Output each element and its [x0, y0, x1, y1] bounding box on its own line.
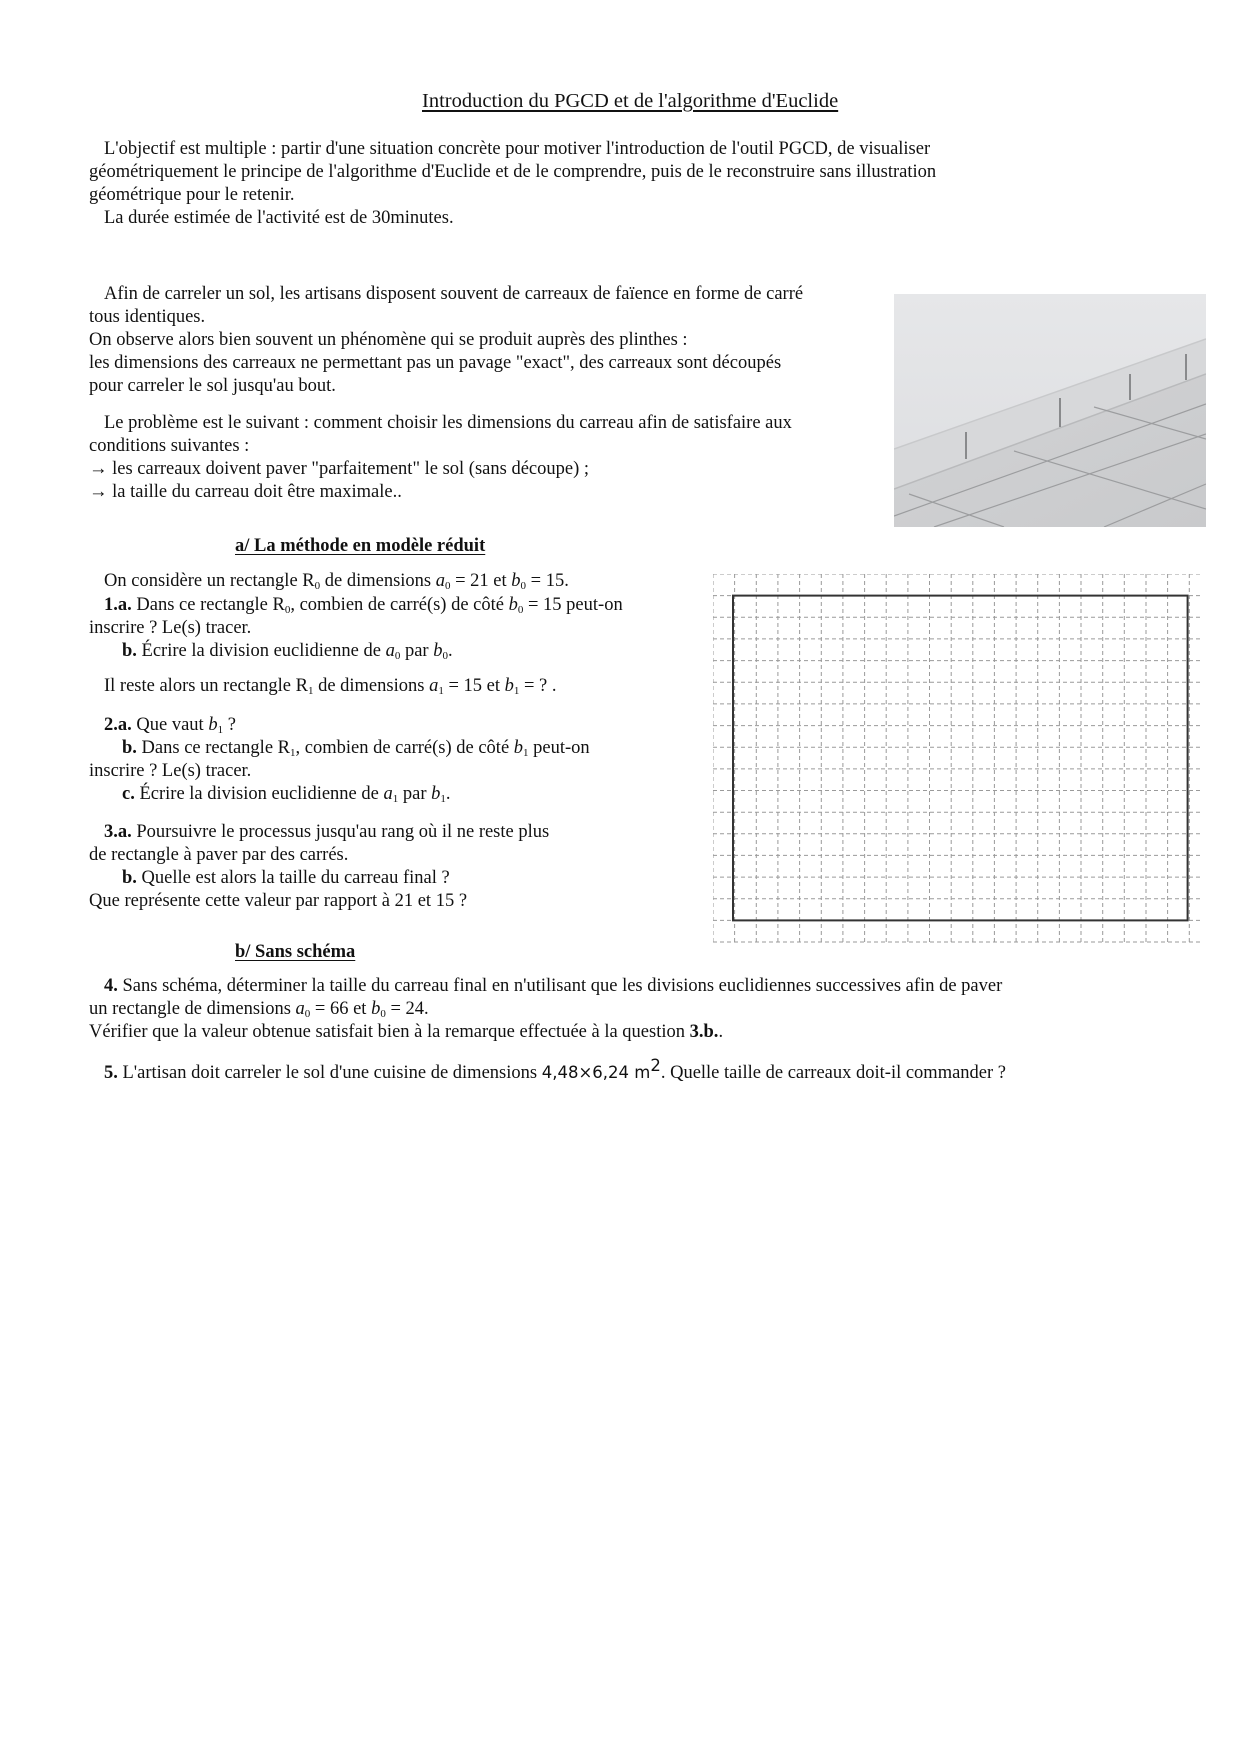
variable: a — [295, 999, 305, 1019]
subscript: 1 — [392, 793, 399, 805]
variable: b — [511, 571, 521, 591]
subscript: 1 — [438, 685, 444, 697]
intro-line: géométrique pour le retenir. — [89, 185, 295, 205]
text: Quelle est alors la taille du carreau final ? — [136, 868, 450, 888]
question-2a — [104, 714, 236, 737]
text: On considère un rectangle R — [104, 571, 315, 591]
text: Vérifier que la valeur obtenue satisfait bien à la remarque effectuée à la question — [89, 1022, 690, 1042]
question-4-verify — [89, 1021, 723, 1044]
text: un rectangle de dimensions — [89, 999, 296, 1019]
subscript: 1 — [217, 724, 224, 736]
question-number: 5. — [104, 1063, 118, 1083]
text: Dans ce rectangle R — [136, 738, 290, 758]
question-3b-cont: Que représente cette valeur par rapport à 21 et 15 ? — [89, 891, 468, 911]
subscript: 0 — [445, 580, 451, 592]
text: , combien de carré(s) de côté — [295, 738, 514, 758]
question-1b — [122, 640, 453, 663]
grid-paper-icon — [713, 574, 1200, 943]
question-1a-cont: inscrire ? Le(s) tracer. — [89, 618, 252, 638]
text: . Quelle taille de carreaux doit-il commander ? — [660, 1063, 1007, 1083]
problem-condition: → la taille du carreau doit être maximale.. — [89, 482, 402, 502]
question-2c — [122, 783, 450, 806]
question-number: 1.a. — [104, 595, 132, 615]
question-number: 3.a. — [104, 822, 132, 842]
variable: b — [431, 784, 441, 804]
text: ? — [223, 715, 236, 735]
text: = 24. — [385, 999, 429, 1019]
question-number: b. — [122, 868, 137, 888]
variable: b — [504, 676, 514, 696]
square-grid-workspace — [713, 574, 1200, 943]
text: par — [398, 784, 432, 804]
question-1a — [104, 594, 623, 617]
context-line: les dimensions des carreaux ne permettant pas un pavage "exact", des carreaux sont découpés — [89, 353, 782, 373]
text: Poursuivre le processus jusqu'au rang où il ne reste plus — [131, 822, 550, 842]
question-number: b. — [122, 738, 137, 758]
question-3a-cont: de rectangle à paver par des carrés. — [89, 845, 349, 865]
variable: a — [385, 641, 395, 661]
text: = 15. — [526, 571, 569, 591]
variable: a — [435, 571, 445, 591]
text: = 21 et — [450, 571, 512, 591]
variable: a — [429, 676, 439, 696]
intro-line: géométriquement le principe de l'algorithme d'Euclide et de le comprendre, puis de le reconstruire sans illustration — [89, 162, 937, 182]
variable: b — [508, 595, 518, 615]
subscript: 0 — [442, 650, 448, 662]
question-reference: 3.b. — [689, 1022, 719, 1042]
question-number: 4. — [104, 976, 118, 996]
context-line: pour carreler le sol jusqu'au bout. — [89, 376, 336, 396]
question-number: b. — [122, 641, 137, 661]
text: . — [445, 784, 451, 804]
text: = 15 et — [443, 676, 505, 696]
subscript: 0 — [284, 604, 291, 616]
question-3b — [122, 867, 450, 890]
question-2b-cont: inscrire ? Le(s) tracer. — [89, 761, 252, 781]
context-line: Afin de carreler un sol, les artisans disposent souvent de carreaux de faïence en forme de carré — [104, 284, 804, 304]
subscript: 1 — [440, 793, 446, 805]
text: Écrire la division euclidienne de — [136, 641, 386, 661]
variable: b — [371, 999, 381, 1019]
section-b-heading: b/ Sans schéma — [235, 942, 356, 962]
problem-condition: → les carreaux doivent paver "parfaitement" le sol (sans découpe) ; — [89, 459, 590, 479]
text: . — [447, 641, 453, 661]
consider-statement — [104, 570, 569, 593]
text: Il reste alors un rectangle R — [104, 676, 308, 696]
context-line: tous identiques. — [89, 307, 206, 327]
text: = 66 et — [310, 999, 372, 1019]
superscript: 2 — [650, 1056, 661, 1075]
tiled-floor-photo-icon — [894, 294, 1206, 527]
subscript: 1 — [307, 685, 314, 697]
text: par — [400, 641, 434, 661]
subscript: 0 — [520, 580, 527, 592]
intro-duration: La durée estimée de l'activité est de 30minutes. — [104, 208, 454, 228]
subscript: 0 — [517, 604, 524, 616]
question-2b — [122, 737, 590, 760]
subscript: 0 — [394, 650, 401, 662]
text: de dimensions — [313, 676, 430, 696]
question-3a — [104, 821, 549, 844]
text: . — [718, 1022, 724, 1042]
subscript: 0 — [304, 1008, 311, 1020]
variable: b — [433, 641, 443, 661]
text: = ? . — [519, 676, 557, 696]
variable: b — [208, 715, 218, 735]
subscript: 1 — [513, 685, 520, 697]
question-4-cont — [89, 998, 429, 1021]
text: Sans schéma, déterminer la taille du carreau final en n'utilisant que les divisions euclidiennes successives afin de paver — [117, 976, 1003, 996]
context-line: On observe alors bien souvent un phénomène qui se produit auprès des plinthes : — [89, 330, 688, 350]
page-title: Introduction du PGCD et de l'algorithme d'Euclide — [422, 90, 839, 112]
remaining-rectangle-statement — [104, 675, 557, 698]
variable: b — [513, 738, 524, 758]
section-a-heading: a/ La méthode en modèle réduit — [235, 536, 486, 556]
text: , combien de carré(s) de côté — [290, 595, 509, 615]
problem-line: conditions suivantes : — [89, 436, 250, 456]
intro-line: L'objectif est multiple : partir d'une situation concrète pour motiver l'introduction de l'outil PGCD, de visualiser — [104, 139, 931, 159]
subscript: 1 — [290, 747, 296, 759]
variable: a — [383, 784, 393, 804]
text: L'artisan doit carreler le sol d'une cuisine de dimensions — [117, 1063, 542, 1083]
subscript: 0 — [314, 580, 321, 592]
question-number: 2.a. — [104, 715, 132, 735]
text: Que vaut — [131, 715, 209, 735]
subscript: 0 — [380, 1008, 386, 1020]
subscript: 1 — [523, 747, 529, 759]
text: Dans ce rectangle R — [131, 595, 285, 615]
text: = 15 peut-on — [523, 595, 623, 615]
text: de dimensions — [320, 571, 436, 591]
question-4 — [104, 975, 1002, 998]
text: peut-on — [528, 738, 590, 758]
text: Écrire la division euclidienne de — [134, 784, 384, 804]
problem-line: Le problème est le suivant : comment choisir les dimensions du carreau afin de satisfaire aux — [104, 413, 792, 433]
question-5 — [104, 1056, 1007, 1085]
question-number: c. — [122, 784, 135, 804]
dimensions-formula: 4,48×6,24 m — [541, 1063, 651, 1082]
